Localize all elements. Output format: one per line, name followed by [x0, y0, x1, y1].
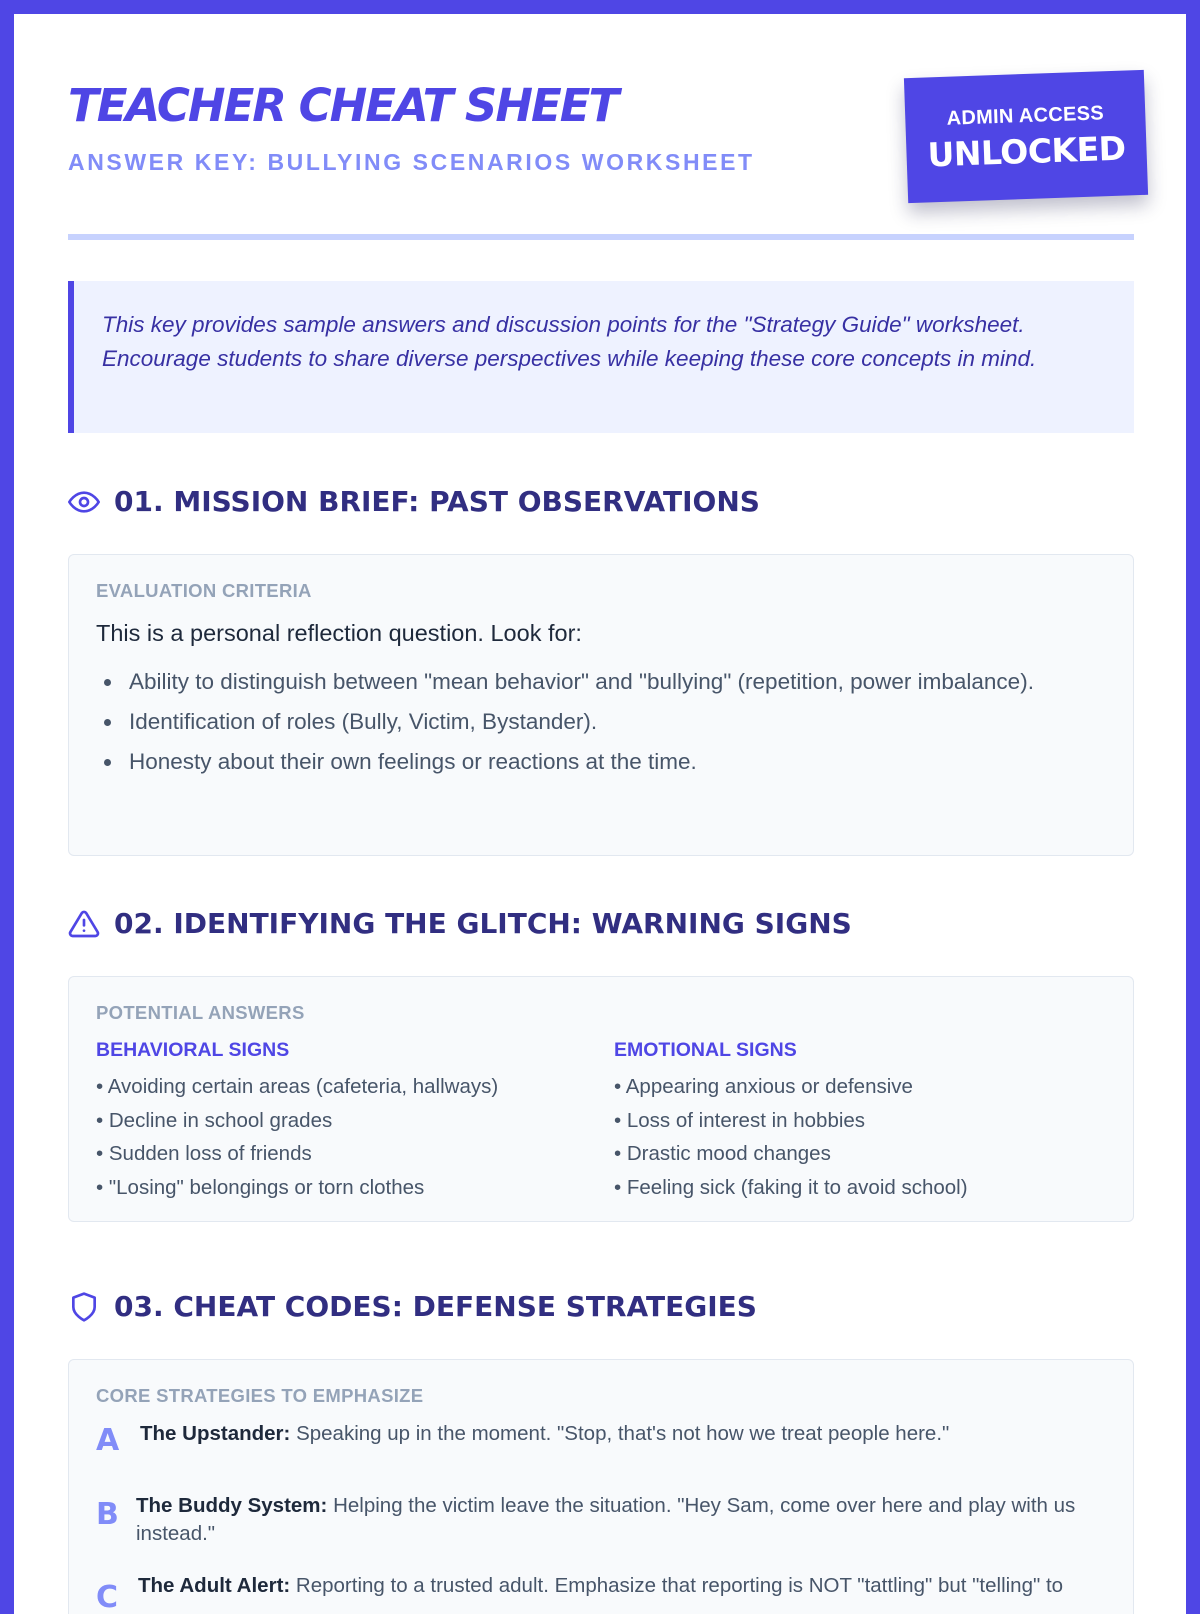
strategy-text: [140, 1420, 1108, 1448]
list-item: • Appearing anxious or defensive: [614, 1075, 913, 1098]
section-3-title: 03. CHEAT CODES: DEFENSE STRATEGIES: [114, 1290, 757, 1323]
list-item: • "Losing" belongings or torn clothes: [96, 1175, 425, 1199]
list-item: Ability to distinguish between "mean behavior" and "bullying" (repetition, power imbalance).: [96, 665, 1106, 698]
strategy-name: The Buddy System:: [136, 1494, 328, 1517]
card-label: EVALUATION CRITERIA: [96, 580, 312, 601]
strategy-name: The Adult Alert:: [138, 1574, 291, 1597]
list-item: • Feeling sick (faking it to avoid school): [614, 1175, 968, 1199]
page-subtitle: ANSWER KEY: BULLYING SCENARIOS WORKSHEET: [68, 149, 755, 175]
behavioral-signs-title: BEHAVIORAL SIGNS: [96, 1039, 290, 1061]
warning-triangle-icon: [68, 908, 100, 940]
section-1-heading: [68, 482, 1134, 522]
list-item: Honesty about their own feelings or reactions at the time.: [96, 745, 1106, 778]
list-item: • Drastic mood changes: [614, 1142, 831, 1165]
strategy-letter: B: [96, 1497, 119, 1532]
card-label: POTENTIAL ANSWERS: [96, 1002, 305, 1023]
section-1-title: 01. MISSION BRIEF: PAST OBSERVATIONS: [114, 485, 760, 518]
section-3-heading: [68, 1287, 1134, 1327]
section-1-card: [68, 554, 1134, 856]
intro-callout: [68, 281, 1134, 433]
eye-icon: [68, 486, 100, 518]
section-2-heading: [68, 904, 1134, 944]
list-item: • Sudden loss of friends: [96, 1142, 312, 1165]
strategy-name: The Upstander:: [140, 1422, 291, 1445]
shield-icon: [68, 1291, 100, 1323]
list-item: • Decline in school grades: [96, 1108, 333, 1132]
badge-label: ADMIN ACCESS: [946, 102, 1105, 130]
page-title: TEACHER CHEAT SHEET: [68, 79, 618, 132]
emotional-signs-title: EMOTIONAL SIGNS: [614, 1039, 797, 1061]
list-item: • Loss of interest in hobbies: [614, 1108, 866, 1132]
emotional-signs-list: [614, 1070, 1114, 1204]
intro-text: This key provides sample answers and discussion points for the "Strategy Guide" worksheet. Encourage students to share diverse perspectives while keeping these core concepts in mind.: [102, 312, 1037, 371]
emotional-signs-column: [614, 1038, 1114, 1204]
badge-status: UNLOCKED: [926, 128, 1127, 175]
section-3-card: [68, 1359, 1134, 1614]
list-item: • Avoiding certain areas (cafeteria, hallways): [96, 1075, 499, 1098]
strategy-description: Reporting to a trusted adult. Emphasize that reporting is NOT "tattling" but "telling" to: [295, 1574, 1064, 1597]
card-intro: This is a personal reflection question. Look for:: [96, 620, 582, 646]
section-2-title: 02. IDENTIFYING THE GLITCH: WARNING SIGNS: [114, 907, 852, 940]
strategy-description: Speaking up in the moment. "Stop, that's not how we treat people here.": [296, 1422, 950, 1445]
behavioral-signs-column: [96, 1038, 596, 1204]
header-divider: [68, 234, 1134, 240]
strategy-letter: A: [96, 1423, 120, 1458]
admin-access-badge: [904, 70, 1148, 203]
strategy-text: [136, 1492, 1108, 1548]
section-2-card: [68, 976, 1134, 1222]
strategy-text: [138, 1572, 1108, 1600]
behavioral-signs-list: [96, 1070, 596, 1204]
list-item: Identification of roles (Bully, Victim, Bystander).: [96, 705, 1106, 738]
strategy-description: Helping the victim leave the situation. "Hey Sam, come over here and play with us instead.": [136, 1494, 1076, 1545]
page-header: [68, 66, 1134, 251]
cheat-sheet-page: [14, 14, 1186, 1614]
card-label: CORE STRATEGIES TO EMPHASIZE: [96, 1385, 424, 1406]
strategy-letter: C: [96, 1580, 119, 1614]
criteria-list: [96, 665, 1106, 778]
